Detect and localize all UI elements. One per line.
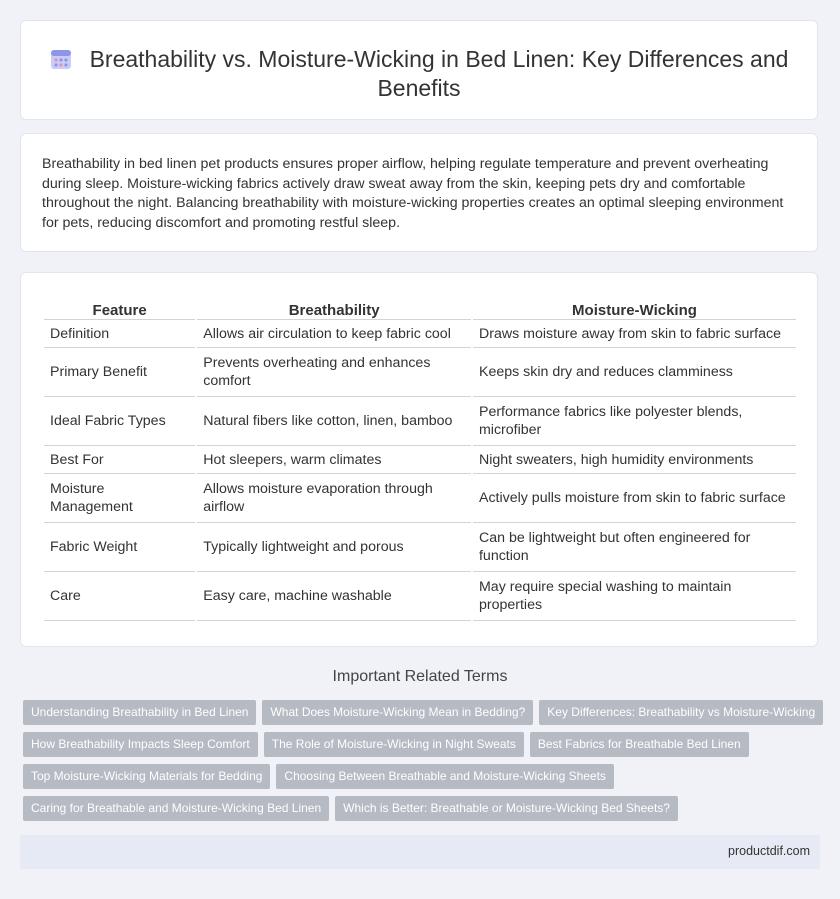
table-cell: Moisture Management	[44, 474, 195, 523]
table-cell: Can be lightweight but often engineered for function	[473, 523, 796, 572]
table-row	[44, 446, 796, 474]
tag-row	[23, 732, 823, 764]
table-cell: Typically lightweight and porous	[197, 523, 471, 572]
table-cell: Ideal Fabric Types	[44, 397, 195, 446]
footer-site[interactable]: productdif.com	[728, 844, 810, 858]
header-moisture-wicking: Moisture-Wicking	[473, 295, 796, 320]
tag-row	[23, 796, 823, 828]
table-cell: Allows moisture evaporation through airflow	[197, 474, 471, 523]
related-tag-link[interactable]: What Does Moisture-Wicking Mean in Bedding?	[262, 700, 533, 725]
table-cell: Natural fibers like cotton, linen, bamboo	[197, 397, 471, 446]
intro-card	[20, 133, 818, 252]
table-cell: Hot sleepers, warm climates	[197, 446, 471, 474]
related-tag-link[interactable]: Choosing Between Breathable and Moisture-Wicking Sheets	[276, 764, 614, 789]
related-tag-link[interactable]: Best Fabrics for Breathable Bed Linen	[530, 732, 749, 757]
page-title: Breathability vs. Moisture-Wicking in Bed Linen: Key Differences and Benefits	[89, 46, 789, 101]
table-row	[44, 320, 796, 348]
table-row	[44, 474, 796, 523]
table-cell: Night sweaters, high humidity environments	[473, 446, 796, 474]
comparison-card	[20, 272, 818, 647]
intro-paragraph: Breathability in bed linen pet products ensures proper airflow, helping regulate temperature and prevent overheating during sleep. Moisture-wicking fabrics actively draw sweat away from the skin, keeping pets dry and comfortable throughout the night. Balancing breathability with moisture-wicking properties creates an optimal sleeping environment for pets, reducing discomfort and promoting restful sleep.	[42, 156, 784, 231]
table-row	[44, 572, 796, 621]
tag-row	[23, 764, 823, 796]
related-tag-link[interactable]: Understanding Breathability in Bed Linen	[23, 700, 256, 725]
title-card	[20, 20, 818, 120]
table-cell: Care	[44, 572, 195, 621]
table-cell: Allows air circulation to keep fabric cool	[197, 320, 471, 348]
table-row	[44, 523, 796, 572]
related-tag-link[interactable]: How Breathability Impacts Sleep Comfort	[23, 732, 258, 757]
related-tag-link[interactable]: Top Moisture-Wicking Materials for Bedding	[23, 764, 270, 789]
table-cell: Actively pulls moisture from skin to fabric surface	[473, 474, 796, 523]
header-feature: Feature	[44, 295, 195, 320]
tag-row	[23, 700, 823, 732]
table-cell: Prevents overheating and enhances comfort	[197, 348, 471, 397]
calendar-grid-icon	[50, 48, 72, 70]
table-cell: Best For	[44, 446, 195, 474]
table-cell: Fabric Weight	[44, 523, 195, 572]
table-row	[44, 397, 796, 446]
related-tag-link[interactable]: Key Differences: Breathability vs Moisture-Wicking	[539, 700, 823, 725]
related-terms-title: Important Related Terms	[332, 668, 508, 685]
related-tag-link[interactable]: The Role of Moisture-Wicking in Night Sweats	[264, 732, 524, 757]
page-title-wrap	[21, 45, 817, 103]
table-header-row	[44, 295, 796, 320]
header-breathability: Breathability	[197, 295, 471, 320]
table-cell: May require special washing to maintain properties	[473, 572, 796, 621]
table-cell: Definition	[44, 320, 195, 348]
table-cell: Performance fabrics like polyester blends, microfiber	[473, 397, 796, 446]
table-cell: Keeps skin dry and reduces clamminess	[473, 348, 796, 397]
footer	[20, 835, 820, 869]
table-cell: Draws moisture away from skin to fabric surface	[473, 320, 796, 348]
table-row	[44, 348, 796, 397]
related-tag-link[interactable]: Caring for Breathable and Moisture-Wicking Bed Linen	[23, 796, 329, 821]
related-tag-link[interactable]: Which is Better: Breathable or Moisture-Wicking Bed Sheets?	[335, 796, 678, 821]
table-cell: Primary Benefit	[44, 348, 195, 397]
comparison-table	[42, 295, 798, 621]
table-cell: Easy care, machine washable	[197, 572, 471, 621]
related-tags	[23, 700, 823, 828]
